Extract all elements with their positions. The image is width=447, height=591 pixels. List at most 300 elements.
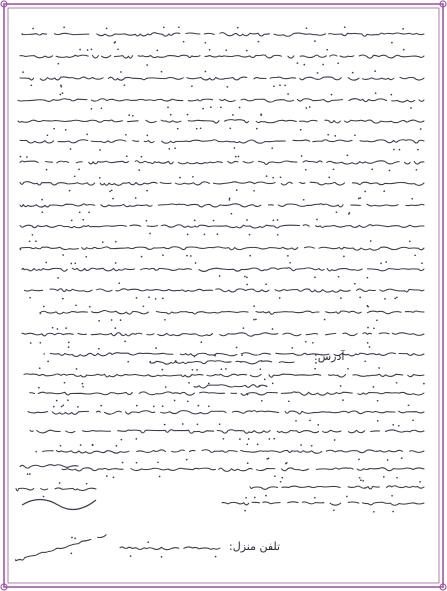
ink-dot (279, 84, 281, 86)
ink-dot (258, 41, 260, 43)
ink-dot (285, 463, 287, 465)
ink-dot (239, 107, 241, 109)
ink-dot (367, 277, 369, 279)
ink-dot (70, 263, 72, 265)
ink-dot (200, 341, 202, 343)
ink-dot (102, 241, 104, 243)
ink-dot (412, 419, 414, 421)
ink-dot (98, 320, 100, 322)
ink-dot (192, 369, 194, 371)
ink-dot (238, 156, 240, 158)
ink-dot (409, 240, 411, 242)
ink-dot (182, 423, 184, 425)
handwriting-line (20, 182, 424, 186)
ink-dot (317, 424, 319, 426)
ink-dot (231, 213, 233, 215)
ink-dot (89, 306, 91, 308)
ink-dot (410, 107, 412, 109)
ink-dot (383, 190, 385, 192)
ink-dot (300, 129, 302, 131)
ink-dot (375, 92, 377, 94)
ink-dot (340, 297, 342, 299)
ink-dot (47, 361, 49, 363)
ink-dot (20, 156, 22, 158)
ink-dot (344, 26, 346, 28)
signature-flourish (22, 500, 96, 510)
ink-dot (358, 459, 360, 461)
ink-dot (60, 86, 62, 88)
ink-dot (87, 49, 89, 51)
decorative-border (1, 1, 446, 590)
ink-dot (111, 189, 113, 191)
ink-dot (342, 399, 344, 401)
ink-dot (128, 114, 130, 116)
ink-dot (71, 536, 73, 538)
ink-dot (391, 495, 393, 497)
ink-dot (311, 445, 313, 447)
ink-dot (155, 298, 157, 300)
handwriting-line (20, 225, 424, 228)
ink-dot (279, 297, 281, 299)
ink-dot (239, 438, 241, 440)
ink-dot (254, 497, 256, 499)
phone-number-scribble (120, 547, 220, 550)
ink-dot (67, 399, 69, 401)
ink-dot (359, 297, 361, 299)
ink-dot (29, 473, 31, 475)
ink-dot (65, 129, 67, 131)
ink-dot (153, 406, 155, 408)
ink-dot (229, 199, 231, 201)
ink-dot (257, 444, 259, 446)
ink-dot (161, 369, 163, 371)
ink-dot (326, 49, 328, 51)
ink-dot (303, 199, 305, 201)
ink-dot (393, 149, 395, 151)
ink-dot (272, 177, 274, 179)
ink-dot (394, 298, 396, 300)
ink-dot (245, 497, 247, 499)
ink-dot (78, 169, 80, 171)
ink-dot (69, 190, 71, 192)
ink-dot (161, 71, 163, 73)
ink-dot (117, 48, 119, 50)
ink-dot (314, 497, 316, 499)
ink-dot (269, 438, 271, 440)
ink-dot (156, 50, 158, 52)
ink-dot (340, 385, 342, 387)
ink-dot (161, 556, 163, 558)
ink-dot (209, 49, 211, 51)
ink-dot (62, 254, 64, 256)
ink-dot (178, 26, 180, 28)
ink-dot (346, 496, 348, 498)
ink-dot (61, 406, 63, 408)
ink-dot (162, 298, 164, 300)
ink-dot (183, 41, 185, 43)
ink-dot (265, 283, 267, 285)
handwriting-line (14, 204, 424, 207)
ink-dot (148, 296, 150, 298)
ink-dot (53, 406, 55, 408)
ink-dot (408, 404, 410, 406)
ink-dot (130, 555, 132, 557)
ink-dot (377, 420, 379, 422)
handwriting-line (36, 450, 424, 454)
address-label: آدرس: (314, 350, 345, 363)
ink-dot (98, 348, 100, 350)
ink-dot (309, 420, 311, 422)
ink-dot (100, 405, 102, 407)
ink-dot (246, 284, 248, 286)
ink-dot (143, 305, 145, 307)
ink-dot (314, 368, 316, 370)
ink-dot (196, 369, 198, 371)
ink-dot (273, 438, 275, 440)
ink-dot (75, 304, 77, 306)
ink-dot (392, 511, 394, 513)
ink-dot (314, 40, 316, 42)
ink-dot (221, 368, 223, 370)
ink-dot (277, 234, 279, 236)
ink-dot (389, 170, 391, 172)
ink-dot (62, 92, 64, 94)
ink-dot (200, 127, 202, 129)
ink-dot (71, 220, 73, 222)
ink-dot (125, 134, 127, 136)
ink-dot (232, 114, 234, 116)
ink-dot (74, 175, 76, 177)
ink-dot (32, 234, 34, 236)
ink-dot (327, 134, 329, 136)
ink-dot (195, 262, 197, 264)
handwritten-date (14, 527, 109, 569)
ink-dot (281, 477, 283, 479)
handwriting-line (18, 120, 424, 123)
ink-dot (376, 319, 378, 321)
ink-dot (86, 483, 88, 485)
handwriting-line (18, 99, 424, 102)
ink-dot (423, 383, 425, 385)
ink-dot (421, 262, 423, 264)
ink-dot (115, 241, 117, 243)
ink-dot (41, 211, 43, 213)
ink-dot (76, 368, 78, 370)
ink-dot (204, 233, 206, 235)
address-line (194, 385, 266, 388)
ink-dot (265, 495, 267, 497)
ink-dot (217, 233, 219, 235)
date-scribble (14, 527, 109, 569)
ink-dot (227, 86, 229, 88)
ink-dot (261, 400, 263, 402)
ink-dot (22, 71, 24, 73)
ink-dot (414, 254, 416, 256)
ink-dot (243, 327, 245, 329)
ink-dot (236, 189, 238, 191)
ink-dot (190, 255, 192, 257)
ink-dot (287, 93, 289, 95)
ink-dot (219, 423, 221, 425)
signature-name (16, 488, 96, 491)
ink-dot (186, 255, 188, 257)
ink-dot (162, 254, 164, 256)
ink-dot (43, 306, 45, 308)
ink-dot (266, 175, 268, 177)
ink-dot (35, 240, 37, 242)
ink-dot (234, 147, 236, 149)
ink-dot (284, 85, 286, 87)
ink-dot (141, 156, 143, 158)
home-phone-label: تلفن منزل: (229, 540, 281, 553)
ink-dot (62, 405, 64, 407)
ink-dot (146, 220, 148, 222)
ink-dot (411, 198, 413, 200)
ink-dot (113, 476, 115, 478)
ink-dot (41, 199, 43, 201)
ink-dot (116, 445, 118, 447)
ink-dot (27, 473, 29, 475)
ink-dot (82, 383, 84, 385)
ink-dot (419, 481, 421, 483)
ink-dot (32, 28, 34, 30)
ink-dot (39, 342, 41, 344)
ink-dot (120, 71, 122, 73)
ink-dot (352, 72, 354, 74)
ink-dot (384, 298, 386, 300)
ink-dot (306, 27, 308, 29)
ink-dot (402, 28, 404, 30)
ink-dot (260, 114, 262, 116)
ink-dot (385, 261, 387, 263)
ink-dot (387, 459, 389, 461)
ink-dot (155, 347, 157, 349)
ink-dot (373, 327, 375, 329)
ink-dot (314, 276, 316, 278)
ink-dot (187, 114, 189, 116)
ink-dot (396, 477, 398, 479)
ink-dot (300, 444, 302, 446)
ink-dot (362, 480, 364, 482)
ink-dot (235, 156, 237, 158)
ink-dot (333, 168, 335, 170)
ink-dot (229, 127, 231, 129)
ink-dot (65, 327, 67, 329)
handwriting-line (24, 430, 424, 434)
ink-dot (167, 107, 169, 109)
ink-dot (380, 263, 382, 265)
ink-dot (101, 107, 103, 109)
ink-dot (205, 42, 207, 44)
outer-frame (4, 4, 443, 587)
ink-dot (179, 177, 181, 179)
ink-dot (194, 220, 196, 222)
handwriting-line (20, 55, 424, 58)
ink-dot (127, 361, 129, 363)
handwriting-line (22, 33, 424, 37)
ink-dot (416, 169, 418, 171)
ink-dot (255, 319, 257, 321)
handwritten-signature (16, 465, 96, 510)
ink-dot (88, 211, 90, 213)
ink-dot (373, 511, 375, 513)
ink-dot (246, 50, 248, 52)
ink-dot (244, 510, 246, 512)
ink-dot (194, 356, 196, 358)
handwriting-line (20, 161, 424, 165)
ink-dot (219, 275, 221, 277)
ink-dot (297, 62, 299, 64)
ink-dot (45, 262, 47, 264)
ink-dot (399, 149, 401, 151)
ink-dot (60, 445, 62, 447)
ink-dot (331, 94, 333, 96)
ink-dot (63, 27, 65, 29)
ink-dot (253, 305, 255, 307)
ink-dot (120, 319, 122, 321)
ink-dot (272, 383, 274, 385)
ink-dot (253, 190, 255, 192)
ink-dot (146, 135, 148, 137)
ink-dot (74, 537, 76, 539)
ink-dot (85, 256, 87, 258)
handwriting-line (250, 486, 424, 490)
ink-dot (136, 405, 138, 407)
ink-dot (396, 297, 398, 299)
ink-dot (220, 106, 222, 108)
ink-dot (122, 462, 124, 464)
ink-dot (246, 443, 248, 445)
ink-dot (373, 386, 375, 388)
ink-dot (305, 341, 307, 343)
ink-dot (280, 176, 282, 178)
ink-dot (349, 212, 351, 214)
ink-dot (309, 106, 311, 108)
ink-dot (360, 479, 362, 481)
ink-dot (301, 155, 303, 157)
ink-dot (112, 198, 114, 200)
ink-dot (367, 327, 369, 329)
ink-dot (26, 156, 28, 158)
ink-dot (295, 420, 297, 422)
ink-dot (157, 461, 159, 463)
ink-dot (347, 155, 349, 157)
handwriting-line (18, 289, 424, 292)
ink-dot (77, 406, 79, 408)
handwriting-line (22, 268, 424, 272)
ink-dot (114, 327, 116, 329)
ink-dot (38, 387, 40, 389)
ink-dot (277, 219, 279, 221)
ink-dot (30, 342, 32, 344)
ink-dot (124, 341, 126, 343)
ink-dot (86, 134, 88, 136)
ink-dot (70, 552, 72, 554)
ink-dot (247, 462, 249, 464)
ink-dot (370, 240, 372, 242)
ink-dot (114, 42, 116, 44)
handwriting-line (22, 392, 424, 395)
ink-dot (273, 85, 275, 87)
ink-dot (364, 191, 366, 193)
ink-dot (59, 94, 61, 96)
ink-dot (159, 476, 161, 478)
ink-dot (237, 27, 239, 29)
ink-dot (187, 400, 189, 402)
ink-dot (79, 49, 81, 51)
handwriting-line (23, 411, 424, 415)
handwriting-line (20, 140, 424, 144)
ink-dot (109, 191, 111, 193)
ink-dot (162, 405, 164, 407)
ink-dot (91, 108, 93, 110)
ink-dot (312, 342, 314, 344)
ink-dot (247, 394, 249, 396)
ink-dot (135, 197, 137, 199)
ink-dot (46, 169, 48, 171)
ink-dot (305, 169, 307, 171)
ink-dot (191, 85, 193, 87)
ink-dot (208, 405, 210, 407)
ink-dot (358, 198, 360, 200)
ink-dot (291, 347, 293, 349)
ink-dot (264, 379, 266, 381)
ink-dot (403, 49, 405, 51)
ink-dot (62, 298, 64, 300)
ink-dot (57, 328, 59, 330)
ink-dot (215, 556, 217, 558)
ink-dot (369, 346, 371, 348)
ink-dot (354, 283, 356, 285)
handwriting-line (16, 333, 424, 336)
ink-dot (343, 256, 345, 258)
ink-dot (59, 482, 61, 484)
ink-dot (135, 438, 137, 440)
ink-dot (377, 400, 379, 402)
ink-dot (334, 135, 336, 137)
ink-dot (82, 219, 84, 221)
ink-dot (317, 72, 319, 74)
ink-dot (259, 368, 261, 370)
ink-dot (396, 382, 398, 384)
ink-dot (225, 368, 227, 370)
ink-dot (287, 255, 289, 257)
ink-dot (223, 438, 225, 440)
ink-dot (359, 477, 361, 479)
handwriting-line (40, 310, 424, 314)
ink-dot (256, 128, 258, 130)
ink-dot (364, 360, 366, 362)
ink-dot (272, 328, 274, 330)
handwritten-body (14, 26, 425, 512)
ink-dot (214, 355, 216, 357)
ink-dot (124, 84, 126, 86)
ink-dot (132, 115, 134, 117)
ink-dot (333, 509, 335, 511)
ink-dot (39, 367, 41, 369)
ink-dot (322, 64, 324, 66)
ink-dot (177, 128, 179, 130)
ink-dot (305, 107, 307, 109)
ink-dot (244, 276, 246, 278)
closing-scribble (20, 465, 78, 468)
ink-dot (288, 400, 290, 402)
ink-dot (174, 147, 176, 149)
ink-dot (29, 240, 31, 242)
ink-dot (249, 255, 251, 257)
ink-dot (43, 496, 45, 498)
ink-dot (57, 277, 59, 279)
